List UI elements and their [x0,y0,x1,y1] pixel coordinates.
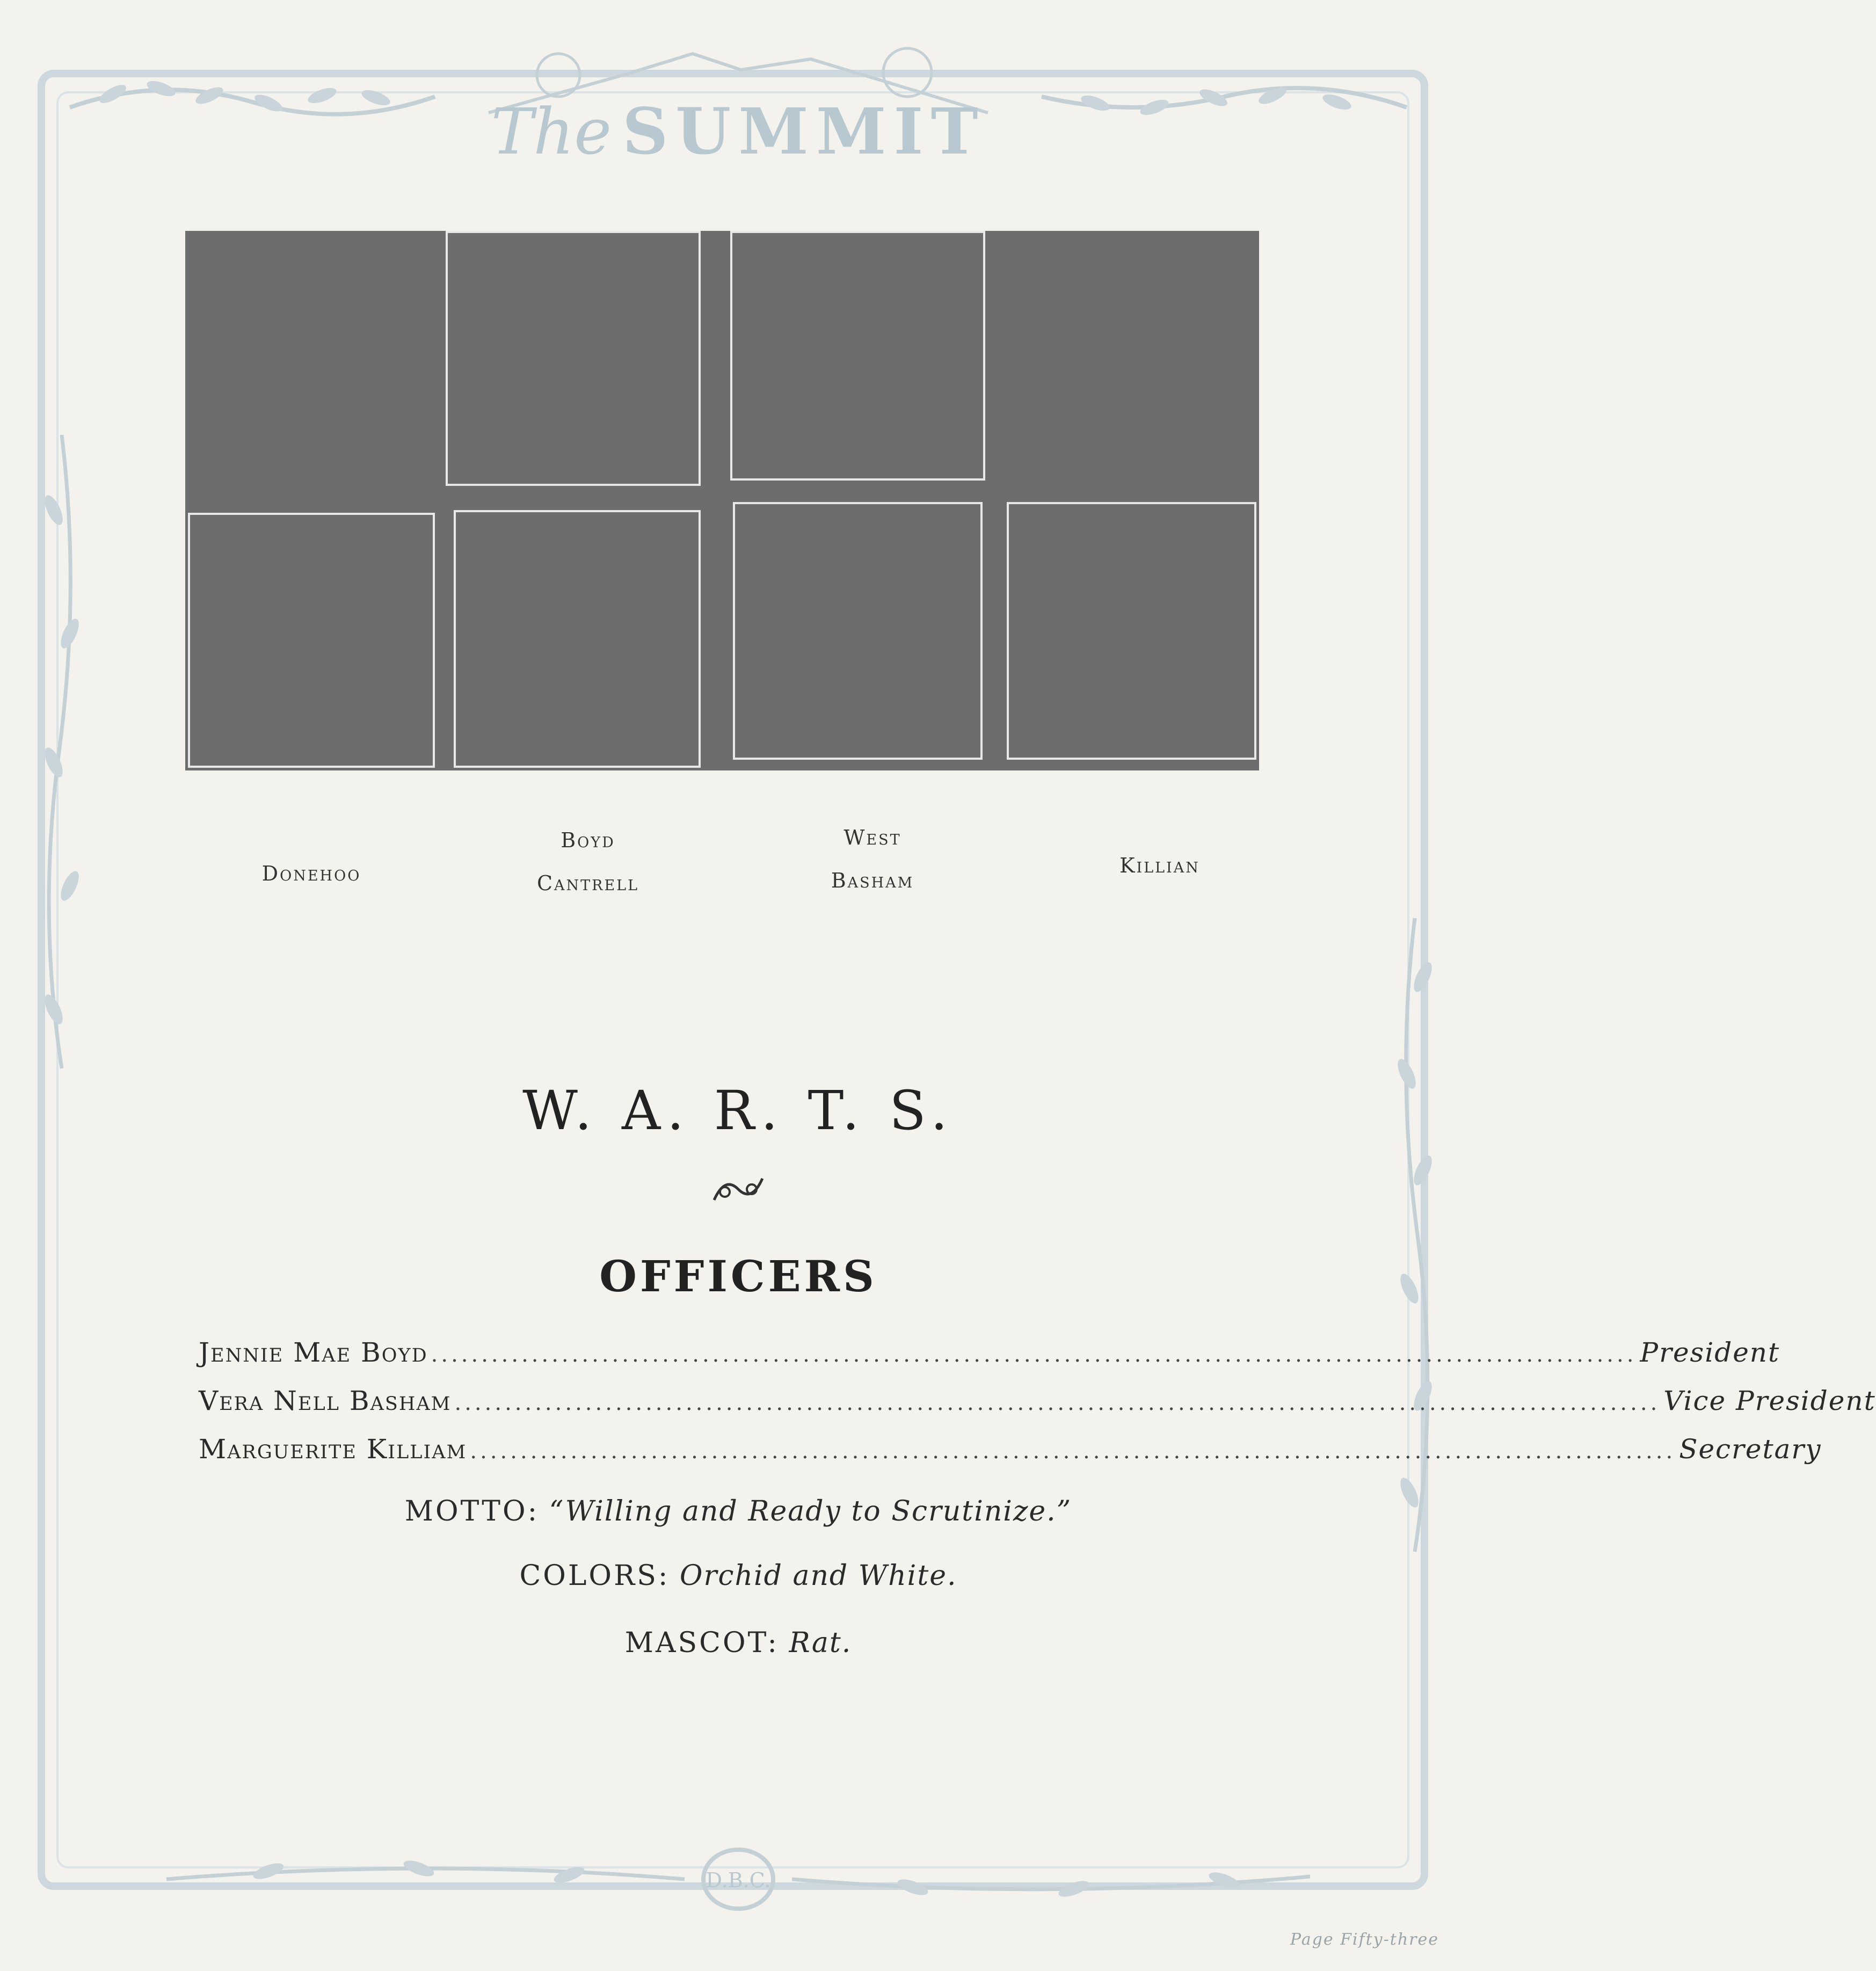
officer-row [199,1385,1876,1423]
masthead-title [408,94,1068,169]
portrait-boyd [446,231,701,486]
portrait-cantrell [454,510,701,768]
portrait-donehoo [188,513,435,768]
flourish-ornament-icon [709,1170,768,1208]
officer-role: Secretary [1679,1434,1822,1465]
leaf-vine-top-right-decoration [1036,64,1412,129]
mascot-value: Rat. [789,1627,852,1659]
caption-west-basham [776,816,969,902]
caption-boyd-cantrell [491,819,685,905]
dbc-seal-icon [690,1836,787,1917]
dot-leader: ........................................................................................................................ [454,1391,1661,1415]
officer-role: Vice President [1663,1385,1876,1416]
mascot-label: MASCOT: [624,1627,779,1659]
page-number: Page Fifty-three [1290,1930,1439,1949]
caption-line: Killian [1119,854,1200,877]
caption-line: Cantrell [536,871,639,895]
leaf-vine-top-left-decoration [64,64,440,129]
portrait-photo-panel [185,231,1259,770]
club-title: W. A. R. T. S. [522,1079,954,1142]
officer-name: Jennie Mae Boyd [199,1337,428,1368]
mascot-line [0,1627,1477,1659]
portrait-west [730,231,985,481]
motto-label: MOTTO: [404,1495,540,1528]
officers-heading: OFFICERS [599,1251,877,1301]
officer-row [199,1337,1780,1374]
colors-line [0,1560,1477,1592]
officer-name: Vera Nell Basham [199,1385,452,1416]
masthead-the: The [491,94,612,169]
caption-line: West [844,826,901,849]
dot-leader: ........................................................................................................................ [470,1439,1676,1464]
masthead [408,43,1068,169]
officer-row [199,1434,1822,1471]
caption-line: Basham [831,869,914,892]
seal-text: D.B.C. [706,1868,771,1892]
colors-value: Orchid and White. [679,1560,957,1592]
motto-line [0,1495,1477,1528]
portrait-killian [1007,502,1256,760]
motto-value: “Willing and Ready to Scrutinize.” [549,1495,1072,1528]
caption-line: Donehoo [261,862,361,885]
caption-killian [1063,854,1256,877]
officer-name: Marguerite Killiam [199,1434,467,1465]
masthead-summit: SUMMIT [622,94,986,169]
dot-leader: ........................................................................................................................ [431,1342,1637,1367]
leaf-vine-left-side-decoration [32,430,91,1074]
officer-role: President [1640,1337,1780,1368]
caption-line: Boyd [561,828,615,852]
caption-donehoo [215,862,408,885]
colors-label: COLORS: [519,1560,670,1592]
portrait-basham [733,502,983,760]
